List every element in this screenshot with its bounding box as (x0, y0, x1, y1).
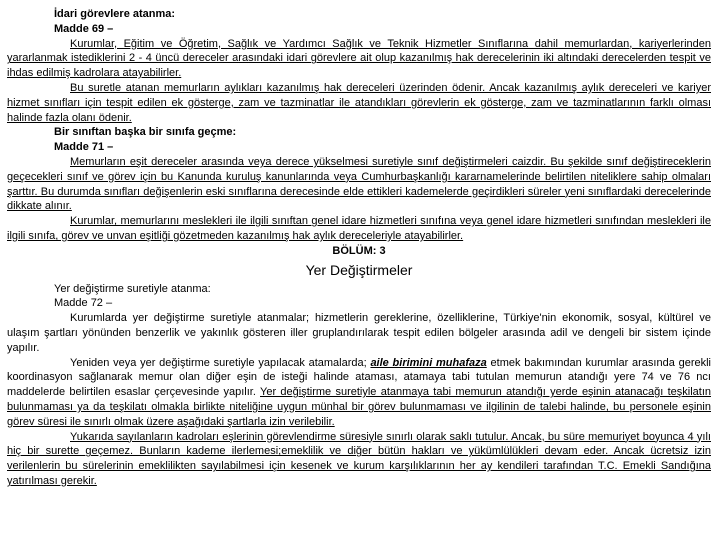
article-71-paragraph-1: Memurların eşit dereceler arasında veya derece yükselmesi suretiyle sınıf değiştirmeleri caizdir. Bu şekilde sınıf değiştireceklerin geçecekleri sınıf ve görev için bu Kanunda kuruluş kanunlarında veya Cumhurbaşkanlığı kararnamelerinde belirtilen niteliklere sahip olmaları şarttır. Bu durumda sınıfları değişenlerin eski sınıflarına derecesinde elde ettikleri kademelerde geçirdikleri süreler yeni sınıflardaki derecelerinde dikkate alınır. (7, 155, 711, 213)
section-title-idari-gorevler: İdari görevlere atanma: (54, 8, 176, 20)
section-title-yer-degistirme: Yer değiştirme suretiyle atanma: (54, 282, 211, 295)
section-title-sinif-gecme: Bir sınıftan başka bir sınıfa geçme: (54, 126, 237, 139)
article-72-paragraph-1: Kurumlarda yer değiştirme suretiyle atanmalar; hizmetlerin gereklerine, özelliklerine, Türkiye'nin ekonomik, sosyal, kültürel ve ulaşım şartları yönünden benzerlik ve yakınlık gösteren iller gruplandırılarak tespit edilen bölgeler arasında adil ve dengeli bir sistem içinde yapılır. (7, 312, 711, 354)
article-69-label: Madde 69 – (54, 22, 114, 35)
article-72-paragraph-3: Yukarıda sayılanların kadroları eşlerinin görevlendirme süresiyle sınırlı olarak saklı tutulur. Ancak, bu süre memuriyet boyunca 4 yılı hiç bir surette geçemez. Bunların kademe ilerlemesi;emeklilik ve diğer bütün hakları ve yükümlülükleri devam eder. Ancak ücretsiz izin verilenlerin bu sürelerinin emeklilikten sayılabilmesi için kesenek ve kurum karşılıklarının her ay kendileri tarafından T.C. Emekli Sandığına yatırılması gerekir. (7, 430, 711, 487)
document-page (7, 7, 711, 489)
chapter-label: BÖLÜM: 3 (332, 244, 386, 257)
article-71-label: Madde 71 – (54, 141, 114, 154)
article-72-paragraph-2 (7, 356, 711, 430)
article-69-paragraph-1: Kurumlar, Eğitim ve Öğretim, Sağlık ve Yardımcı Sağlık ve Teknik Hizmetler Sınıflarına dahil memurlardan, kariyerlerinden yararlanmak istediklerini 2 - 4 üncü dereceler arasındaki idari görevlere ait olup kazanılmış hak derecelerinin iki altındaki derecelerden tespit ve ihdas edilmiş kadrolara atayabilirler. (7, 37, 711, 80)
article-71-paragraph-2: Kurumlar, memurlarını meslekleri ile ilgili sınıftan genel idare hizmetleri sınıfına veya genel idare hizmetleri sınıfından meslekleri ile ilgili sınıfa, görev ve unvan eşitliği gözetmeden kazanılmış hak aylık dereceleriyle atayabilirler. (7, 215, 711, 242)
paragraph-2-text-a: Yeniden veya yer değiştirme suretiyle yapılacak atamalarda; (70, 356, 367, 369)
chapter-heading: Yer Değiştirmeler (305, 261, 413, 278)
aile-birimi-emphasis: aile birimini muhafaza (370, 356, 487, 369)
article-69-paragraph-2: Bu suretle atanan memurların aylıkları kazanılmış hak dereceleri üzerinden ödenir. Ancak kazanılmış aylık dereceleri ve kariyer hizmet sınıfları için tespit edilen ek gösterge, zam ve tazminatlar ile atandıkları görevlerin ek gösterge, zam ve tazminatlarının farklı olması halinde fazla olanı ödenir. (7, 81, 711, 124)
article-72-label: Madde 72 – (54, 297, 113, 310)
paragraph-2-text-c: etmek bakımından kurumlar arasında gerekli koordinasyon sağlanarak memur olan diğer eşin de isteği halinde ataması, atamaya tabi tutulan memurun atandığı yere 74 ve 76 ncı maddelerde belirtilen esaslar çerçevesinde yapılır. (7, 356, 711, 399)
paragraph-2-text-d-underlined: Yer değiştirme suretiyle atanmaya tabi memurun atandığı yerde eşinin atanacağı teşkilatın bulunmaması ya da teşkilatı olmakla birlikte niteliğine uygun münhal bir görev bulunmaması ve ilgilinin de talebi halinde, bu personele eşinin görev süresi ile sınırlı olmak üzere aşağıdaki şartlarla izin verilebilir. (7, 386, 711, 428)
